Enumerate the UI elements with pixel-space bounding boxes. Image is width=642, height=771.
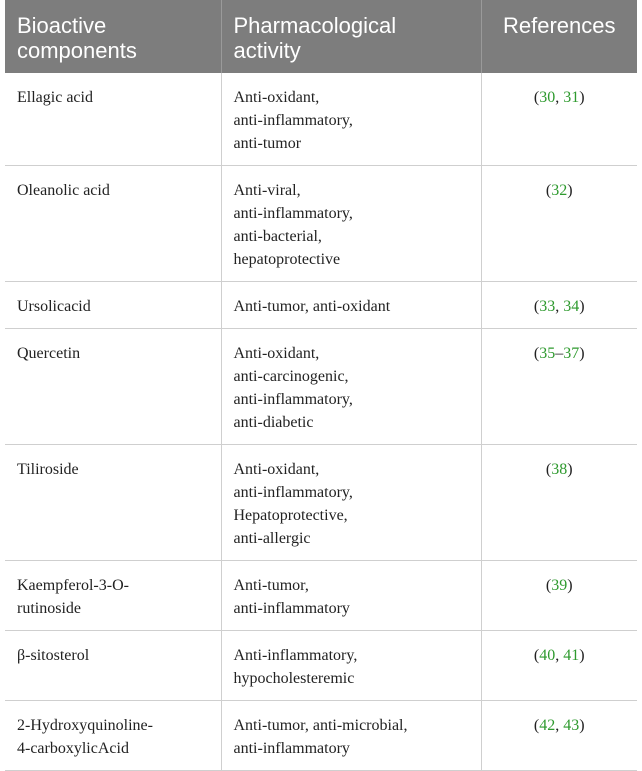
reference-link[interactable]: 38 (551, 461, 568, 478)
references-cell: (33, 34) (481, 282, 637, 329)
table-row (5, 73, 637, 166)
component-cell (5, 631, 221, 701)
activity-text: Anti-tumor, anti-oxidant (233, 298, 391, 315)
table-row (5, 445, 637, 561)
references-cell: (38) (481, 445, 637, 561)
header-line: components (17, 38, 137, 63)
activity-text: Anti-oxidant, (233, 89, 320, 106)
component-cell (5, 445, 221, 561)
activity-text: Anti-inflammatory, (233, 647, 358, 664)
activity-text: Anti-oxidant, (233, 461, 320, 478)
reference-link[interactable]: 39 (551, 577, 568, 594)
activity-text: anti-bacterial, (233, 228, 322, 245)
reference-link[interactable]: 35 (539, 345, 556, 362)
component-name: Ursolicacid (17, 298, 91, 315)
header-line: References (502, 13, 616, 38)
component-cell (5, 73, 221, 166)
header-references (481, 0, 637, 73)
component-cell (5, 282, 221, 329)
table-row (5, 701, 637, 771)
activity-text: hypocholesteremic (233, 670, 355, 687)
references-cell: (40, 41) (481, 631, 637, 701)
reference-separator: , (555, 647, 564, 664)
header-line: Pharmacological (233, 13, 397, 38)
header-line: Bioactive (17, 13, 107, 38)
reference-separator: , (555, 717, 564, 734)
activity-text: Anti-tumor, (233, 577, 309, 594)
reference-link[interactable]: 31 (563, 89, 580, 106)
table-body (5, 73, 637, 771)
component-cell (5, 561, 221, 631)
component-name: rutinoside (17, 600, 81, 617)
reference-link[interactable]: 30 (539, 89, 556, 106)
activity-text: hepatoprotective (233, 251, 341, 268)
header-line: activity (233, 38, 301, 63)
activity-text: anti-inflammatory, (233, 484, 353, 501)
activity-text: Anti-viral, (233, 182, 301, 199)
table-header (5, 0, 637, 73)
activity-cell (221, 701, 481, 771)
reference-link[interactable]: 41 (563, 647, 580, 664)
component-name: Kaempferol-3-O- (17, 577, 129, 594)
references-cell: (30, 31) (481, 73, 637, 166)
component-name: 2-Hydroxyquinoline- (17, 717, 153, 734)
component-cell (5, 166, 221, 282)
activity-cell (221, 561, 481, 631)
reference-link[interactable]: 32 (551, 182, 568, 199)
activity-text: Anti-oxidant, (233, 345, 320, 362)
reference-separator: , (555, 298, 564, 315)
reference-link[interactable]: 43 (563, 717, 580, 734)
activity-text: anti-inflammatory (233, 740, 350, 757)
header-row (5, 0, 637, 73)
activity-cell (221, 73, 481, 166)
reference-link[interactable]: 37 (563, 345, 580, 362)
activity-text: anti-carcinogenic, (233, 368, 349, 385)
table-row (5, 282, 637, 329)
activity-cell (221, 329, 481, 445)
activity-text: anti-tumor (233, 135, 302, 152)
reference-link[interactable]: 33 (539, 298, 556, 315)
activity-text: Hepatoprotective, (233, 507, 348, 524)
table-row (5, 166, 637, 282)
table-row (5, 631, 637, 701)
reference-link[interactable]: 40 (539, 647, 556, 664)
component-name: Tiliroside (17, 461, 79, 478)
component-name: Oleanolic acid (17, 182, 110, 199)
references-cell: (42, 43) (481, 701, 637, 771)
component-cell (5, 701, 221, 771)
activity-cell (221, 631, 481, 701)
component-cell (5, 329, 221, 445)
activity-text: anti-diabetic (233, 414, 314, 431)
activity-text: anti-inflammatory, (233, 391, 353, 408)
activity-text: Anti-tumor, anti-microbial, (233, 717, 408, 734)
reference-link[interactable]: 34 (563, 298, 580, 315)
component-name: β-sitosterol (17, 647, 90, 664)
component-name: Ellagic acid (17, 89, 93, 106)
references-cell: (39) (481, 561, 637, 631)
activity-cell (221, 445, 481, 561)
table-row (5, 329, 637, 445)
reference-separator: – (555, 345, 564, 362)
bioactive-components-table (5, 0, 637, 771)
references-cell: (32) (481, 166, 637, 282)
activity-cell (221, 166, 481, 282)
activity-cell (221, 282, 481, 329)
activity-text: anti-inflammatory, (233, 205, 353, 222)
reference-separator: , (555, 89, 564, 106)
header-pharmacological-activity (221, 0, 481, 73)
activity-text: anti-inflammatory, (233, 112, 353, 129)
reference-link[interactable]: 42 (539, 717, 556, 734)
activity-text: anti-allergic (233, 530, 311, 547)
activity-text: anti-inflammatory (233, 600, 350, 617)
component-name: 4-carboxylicAcid (17, 740, 129, 757)
table-row (5, 561, 637, 631)
component-name: Quercetin (17, 345, 81, 362)
references-cell: (35–37) (481, 329, 637, 445)
header-bioactive-components (5, 0, 221, 73)
